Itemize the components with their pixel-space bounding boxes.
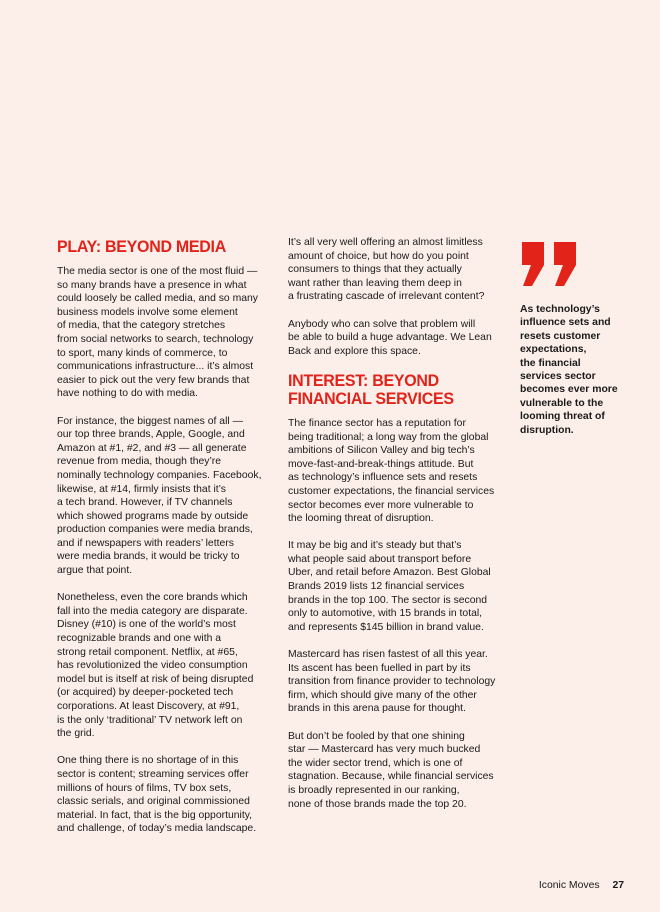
body-paragraph: One thing there is no shortage of in this sector is content; streaming services offer millions of hours of films, TV box sets, classic serials, and original commissioned material. In fact, that is the big opportunity, and challenge, of today’s media landscape.: [57, 755, 257, 835]
body-paragraph: But don’t be fooled by that one shining star — Mastercard has very much bucked the wider sector trend, which is one of stagnation. Because, while financial services is broadly represented in our ranking, none of those brands made the top 20.: [288, 730, 494, 810]
pull-quote-text: As technology’s influence sets and resets customer expectations, the financial services sector becomes ever more vulnerable to the looming threat of disruption.: [520, 304, 618, 436]
page-footer: [539, 880, 624, 891]
middle-column: [288, 236, 510, 825]
body-paragraph: It may be big and it’s steady but that’s what people said about transport before Uber, and retail before Amazon. Best Global Brands 2019 lists 12 financial services brands in the top 100. The sector is second only to automotive, with 15 brands in total, and represents $145 billion in brand value.: [288, 540, 491, 633]
quote-mark-icon: [520, 239, 580, 287]
pull-quote: [520, 236, 630, 437]
section-heading-media: PLAY: BEYOND MEDIA: [57, 237, 226, 256]
body-paragraph: The finance sector has a reputation for being traditional; a long way from the global ambitions of Silicon Valley and big tech’s move-fast-and-break-things attitude. But as technology’s influence sets and resets customer expectations, the financial services sector becomes ever more vulnerable to the looming threat of disruption.: [288, 417, 495, 525]
body-paragraph: Anybody who can solve that problem will be able to build a huge advantage. We Lean Back and explore this space.: [288, 318, 492, 357]
section-heading-financial-services: INTEREST: BEYOND FINANCIAL SERVICES: [288, 370, 454, 408]
body-paragraph: Nonetheless, even the core brands which fall into the media category are disparate. Disney (#10) is one of the world’s most recognizable brands and one with a strong retail component. Netflix, at #65, has revolutionized the video consumption model but is itself at risk of being disrupted (or acquired) by deeper-pocketed tech corporations. At least Discovery, at #91, is the only ‘traditional’ TV network left on the grid.: [57, 592, 254, 740]
body-paragraph: It’s all very well offering an almost limitless amount of choice, but how do you point consumers to things that they actually want rather than leaving them deep in a frustrating cascade of irrelevant content?: [288, 237, 485, 303]
page-number: 27: [612, 880, 624, 891]
publication-title: Iconic Moves: [538, 880, 600, 891]
left-column: [57, 236, 273, 850]
body-paragraph: Mastercard has risen fastest of all this year. Its ascent has been fuelled in part by its transition from finance provider to technology firm, which should give many of the other brands in this arena pause for thought.: [288, 649, 496, 715]
body-paragraph: The media sector is one of the most fluid — so many brands have a presence in what could loosely be called media, and so many business models involve some element of media, that the category stretches from social networks to search, technology to sport, many kinds of commerce, to communications infrastructure... it’s almost easier to pick out the very few brands that have nothing to do with media.: [57, 266, 259, 400]
body-paragraph: For instance, the biggest names of all — our top three brands, Apple, Google, and Amazon at #1, #2, and #3 — all generate revenue from media, though they’re nominally technology companies. Facebook, likewise, at #14, firmly insists that it’s a tech brand. However, if TV channels which showed programs made by outside production companies were media brands, and if newspapers with readers’ letters were media brands, it would be tricky to argue that point.: [57, 415, 262, 577]
